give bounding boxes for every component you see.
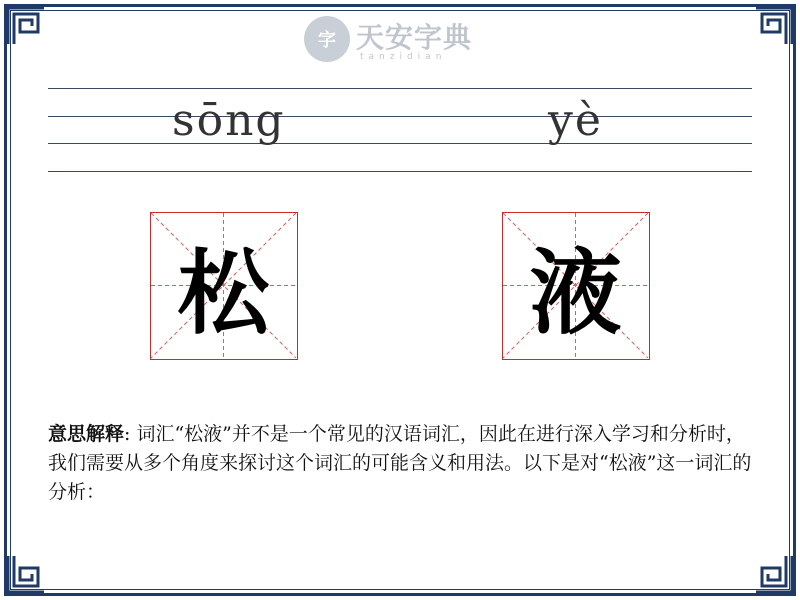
meaning-separator: : (124, 423, 137, 445)
pinyin-line (48, 116, 752, 117)
meaning-paragraph (48, 420, 752, 507)
tianan-dictionary-logo (300, 14, 500, 70)
character-grid-ye (502, 212, 650, 360)
pinyin-ye: yè (548, 95, 603, 146)
meaning-label: 意思解释 (48, 423, 125, 445)
corner-ornament-top-right (754, 6, 794, 46)
corner-ornament-bottom-right (754, 554, 794, 594)
pinyin-guide (48, 88, 752, 172)
meaning-text: 词汇“松液”并不是一个常见的汉语词汇，因此在进行深入学习和分析时，我们需要从多个角度来探讨这个词汇的可能含义和用法。以下是对“松液”这一词汇的分析： (48, 423, 752, 503)
logo-subtitle: tanzidian (360, 52, 447, 62)
corner-ornament-top-left (6, 6, 46, 46)
pinyin-line (48, 88, 752, 89)
pinyin-line (48, 143, 752, 144)
character-grid-song (150, 212, 298, 360)
logo-seal-icon: 字 (304, 16, 350, 62)
pinyin-song: sōng (172, 95, 286, 146)
corner-ornament-bottom-left (6, 554, 46, 594)
logo-title: 天安字典 (356, 21, 473, 54)
pinyin-line (48, 171, 752, 172)
character-song: 松 (177, 238, 270, 347)
character-ye: 液 (529, 238, 622, 347)
